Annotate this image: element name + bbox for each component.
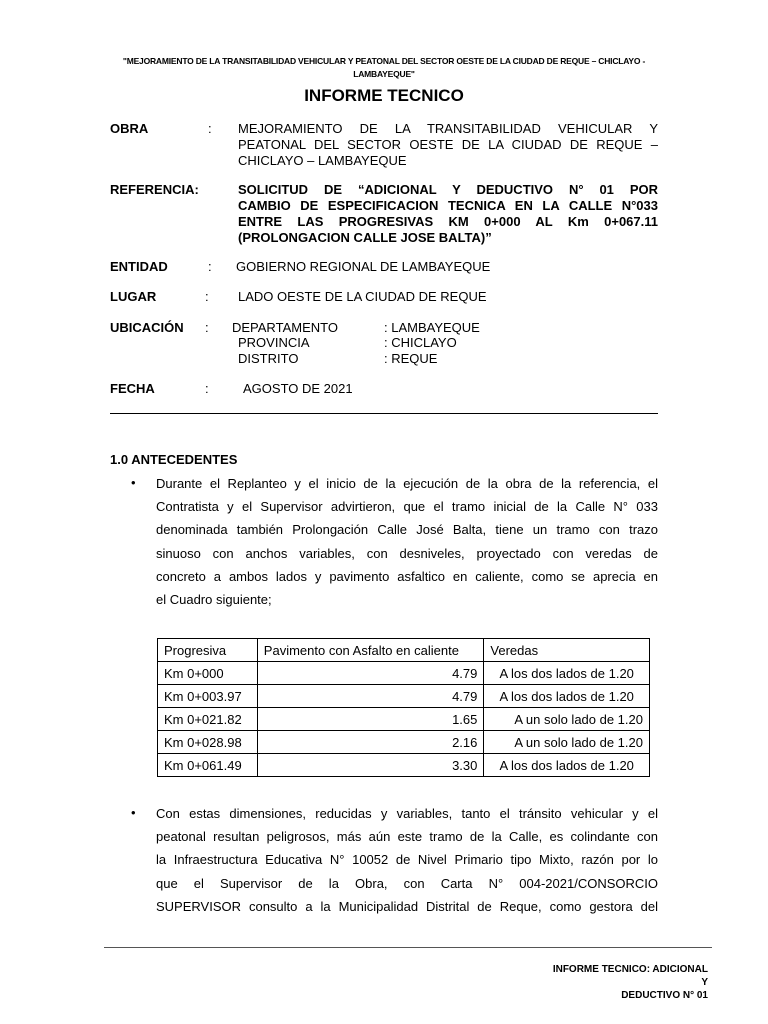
table-cell: Km 0+021.82	[158, 708, 258, 731]
paragraph-1-line: Durante el Replanteo y el inicio de la ejecución de la obra de la referencia, el	[156, 476, 658, 491]
table-cell: A los dos lados de 1.20	[484, 685, 650, 708]
ubicacion-provincia-value: : CHICLAYO	[384, 335, 457, 350]
paragraph-2-line: SUPERVISOR consulto a la Municipalidad Distrital de Reque, como gestora del	[156, 898, 658, 914]
ubicacion-colon: :	[205, 320, 209, 335]
table-cell: A un solo lado de 1.20	[484, 731, 650, 754]
obra-label: OBRA	[110, 121, 149, 136]
lugar-value: LADO OESTE DE LA CIUDAD DE REQUE	[238, 289, 487, 304]
progresivas-table	[157, 638, 650, 777]
document-header	[108, 55, 660, 81]
table-cell: Km 0+000	[158, 662, 258, 685]
table-header: Veredas	[484, 639, 650, 662]
referencia-line-3: ENTRE LAS PROGRESIVAS KM 0+000 AL Km 0+067.11	[238, 214, 658, 229]
document-title: INFORME TECNICO	[304, 86, 464, 105]
table-cell: A un solo lado de 1.20	[484, 708, 650, 731]
table-cell: 1.65	[257, 708, 484, 731]
paragraph-1	[156, 472, 658, 611]
paragraph-1-line: concreto a ambos lados y pavimento asfaltico en caliente, como se aprecia en	[156, 568, 658, 584]
footer-rule	[104, 947, 712, 948]
obra-colon: :	[208, 121, 212, 136]
lugar-colon: :	[205, 289, 209, 304]
bullet-2: •	[131, 805, 136, 820]
ubicacion-departamento-value: : LAMBAYEQUE	[384, 320, 480, 335]
section-heading-antecedentes: 1.0 ANTECEDENTES	[110, 452, 238, 467]
ubicacion-label: UBICACIÓN	[110, 320, 184, 335]
paragraph-1-line: sinuoso con anchos variables, con desniveles, proyectado con veredas de	[156, 545, 658, 561]
table-row	[158, 662, 650, 685]
table-row	[158, 754, 650, 777]
table-header: Pavimento con Asfalto en caliente	[257, 639, 484, 662]
obra-line-1: MEJORAMIENTO DE LA TRANSITABILIDAD VEHICULAR Y	[238, 121, 658, 136]
paragraph-2	[156, 802, 658, 918]
ubicacion-distrito-key: DISTRITO	[238, 351, 299, 366]
header-line-2: LAMBAYEQUE"	[353, 69, 415, 79]
table-header-row	[158, 639, 650, 662]
table-cell: Km 0+061.49	[158, 754, 258, 777]
ubicacion-distrito-value: : REQUE	[384, 351, 438, 366]
entidad-colon: :	[208, 259, 212, 274]
table-row	[158, 731, 650, 754]
paragraph-2-line: peatonal resultan peligrosos, más aún este tramo de la Calle, es colindante con	[156, 829, 658, 845]
obra-line-3: CHICLAYO – LAMBAYEQUE	[238, 153, 407, 168]
referencia-line-2: CAMBIO DE ESPECIFICACION TECNICA EN LA CALLE N°033	[238, 198, 658, 213]
table-cell: A los dos lados de 1.20	[484, 662, 650, 685]
table-cell: 3.30	[257, 754, 484, 777]
fecha-value: AGOSTO DE 2021	[243, 381, 353, 396]
paragraph-1-line: el Cuadro siguiente;	[156, 592, 272, 608]
fecha-colon: :	[205, 381, 209, 396]
divider-rule	[110, 413, 658, 414]
paragraph-2-line: la Infraestructura Educativa N° 10052 de Nivel Primario tipo Mixto, razón por lo	[156, 852, 658, 868]
ubicacion-provincia-key: PROVINCIA	[238, 335, 310, 350]
lugar-label: LUGAR	[110, 289, 157, 304]
table-cell: Km 0+028.98	[158, 731, 258, 754]
table-cell: A los dos lados de 1.20	[484, 754, 650, 777]
table-cell: 4.79	[257, 662, 484, 685]
obra-value	[238, 121, 658, 169]
paragraph-1-line: denominada también Prolongación Calle José Balta, tiene un tramo con trazo	[156, 522, 658, 538]
referencia-line-4: (PROLONGACION CALLE JOSE BALTA)”	[238, 230, 492, 245]
paragraph-1-line: Contratista y el Supervisor advirtieron, que el tramo inicial de la Calle N° 033	[156, 499, 658, 515]
ubicacion-departamento-key: DEPARTAMENTO	[232, 320, 338, 335]
entidad-label: ENTIDAD	[110, 259, 168, 274]
table-header: Progresiva	[158, 639, 258, 662]
header-line-1: "MEJORAMIENTO DE LA TRANSITABILIDAD VEHICULAR Y PEATONAL DEL SECTOR OESTE DE LA CIUDAD DE REQUE – CHICLAYO -	[122, 56, 646, 66]
footer-line-2: DEDUCTIVO N° 01	[621, 990, 708, 1001]
table-cell: Km 0+003.97	[158, 685, 258, 708]
referencia-value	[238, 182, 658, 246]
bullet-1: •	[131, 475, 136, 490]
table-cell: 2.16	[257, 731, 484, 754]
referencia-label: REFERENCIA:	[110, 182, 199, 197]
footer-line-1: INFORME TECNICO: ADICIONAL Y	[552, 964, 708, 988]
paragraph-2-line: que el Supervisor de la Obra, con Carta N° 004-2021/CONSORCIO	[156, 875, 658, 891]
paragraph-2-line: Con estas dimensiones, reducidas y variables, tanto el tránsito vehicular y el	[156, 806, 658, 821]
fecha-label: FECHA	[110, 381, 155, 396]
table-row	[158, 708, 650, 731]
entidad-value: GOBIERNO REGIONAL DE LAMBAYEQUE	[236, 259, 491, 274]
table-cell: 4.79	[257, 685, 484, 708]
document-footer	[550, 963, 708, 1002]
obra-line-2: PEATONAL DEL SECTOR OESTE DE LA CIUDAD DE REQUE –	[238, 137, 658, 152]
table-row	[158, 685, 650, 708]
referencia-line-1: SOLICITUD DE “ADICIONAL Y DEDUCTIVO N° 01 POR	[238, 182, 658, 197]
